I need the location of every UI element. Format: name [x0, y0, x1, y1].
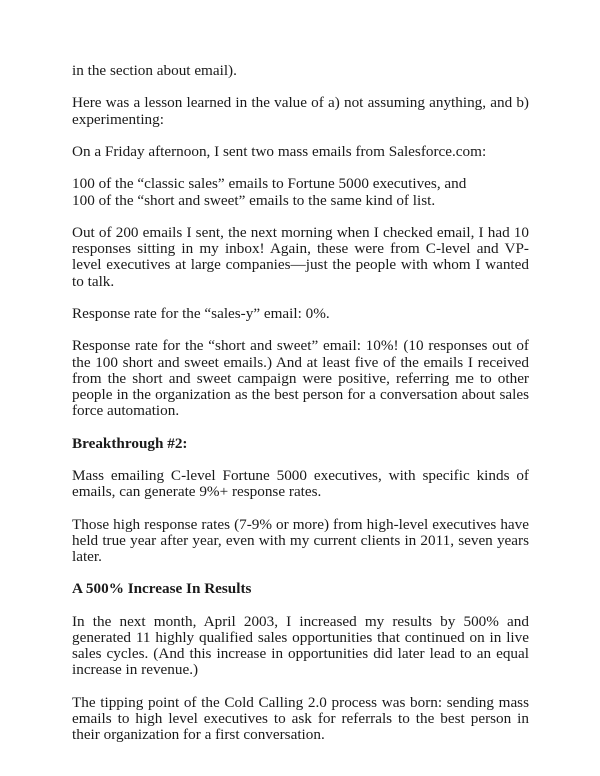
document-page [72, 63, 529, 760]
paragraph-april-2003: In the next month, April 2003, I increased my results by 500% and generated 11 highly qualified sales opportunities that continued on in live sales cycles. (And this increase in opportunities did later lead to an equal increase in revenue.) [72, 612, 529, 679]
paragraph-friday-afternoon: On a Friday afternoon, I sent two mass emails from Salesforce.com: [72, 142, 487, 160]
email-list-line-short-sweet: 100 of the “short and sweet” emails to the same kind of list. [72, 191, 436, 209]
paragraph-email-list [72, 176, 529, 208]
paragraph-lesson-learned: Here was a lesson learned in the value of a) not assuming anything, and b) experimenting: [72, 94, 529, 128]
paragraph-email-section-continuation: in the section about email). [72, 62, 237, 79]
email-list-line-classic: 100 of the “classic sales” emails to Fortune 5000 executives, and [72, 175, 467, 193]
paragraph-tipping-point: The tipping point of the Cold Calling 2.0 process was born: sending mass emails to high level executives to ask for referrals to the best person in their organization for a first conversation. [72, 693, 529, 744]
paragraph-short-sweet-rate: Response rate for the “short and sweet” email: 10%! (10 responses out of the 100 short and sweet emails.) And at least five of the emails I received from the short and sweet campaign were positive, referring me to other people in the organization as the best person for a conversation about sales force automation. [72, 337, 529, 420]
heading-500-increase: A 500% Increase In Results [72, 580, 252, 598]
heading-breakthrough-2: Breakthrough #2: [72, 434, 188, 452]
paragraph-salesy-rate: Response rate for the “sales-y” email: 0%. [72, 304, 330, 322]
paragraph-out-of-200: Out of 200 emails I sent, the next morning when I checked email, I had 10 responses sitting in my inbox! Again, these were from C-level and VP-level executives at large companies—just the people with whom I wanted to talk. [72, 223, 529, 290]
paragraph-mass-emailing: Mass emailing C-level Fortune 5000 executives, with specific kinds of emails, can generate 9%+ response rates. [72, 466, 529, 501]
paragraph-high-response-rates: Those high response rates (7-9% or more) from high-level executives have held true year after year, even with my current clients in 2011, seven years later. [72, 515, 529, 565]
